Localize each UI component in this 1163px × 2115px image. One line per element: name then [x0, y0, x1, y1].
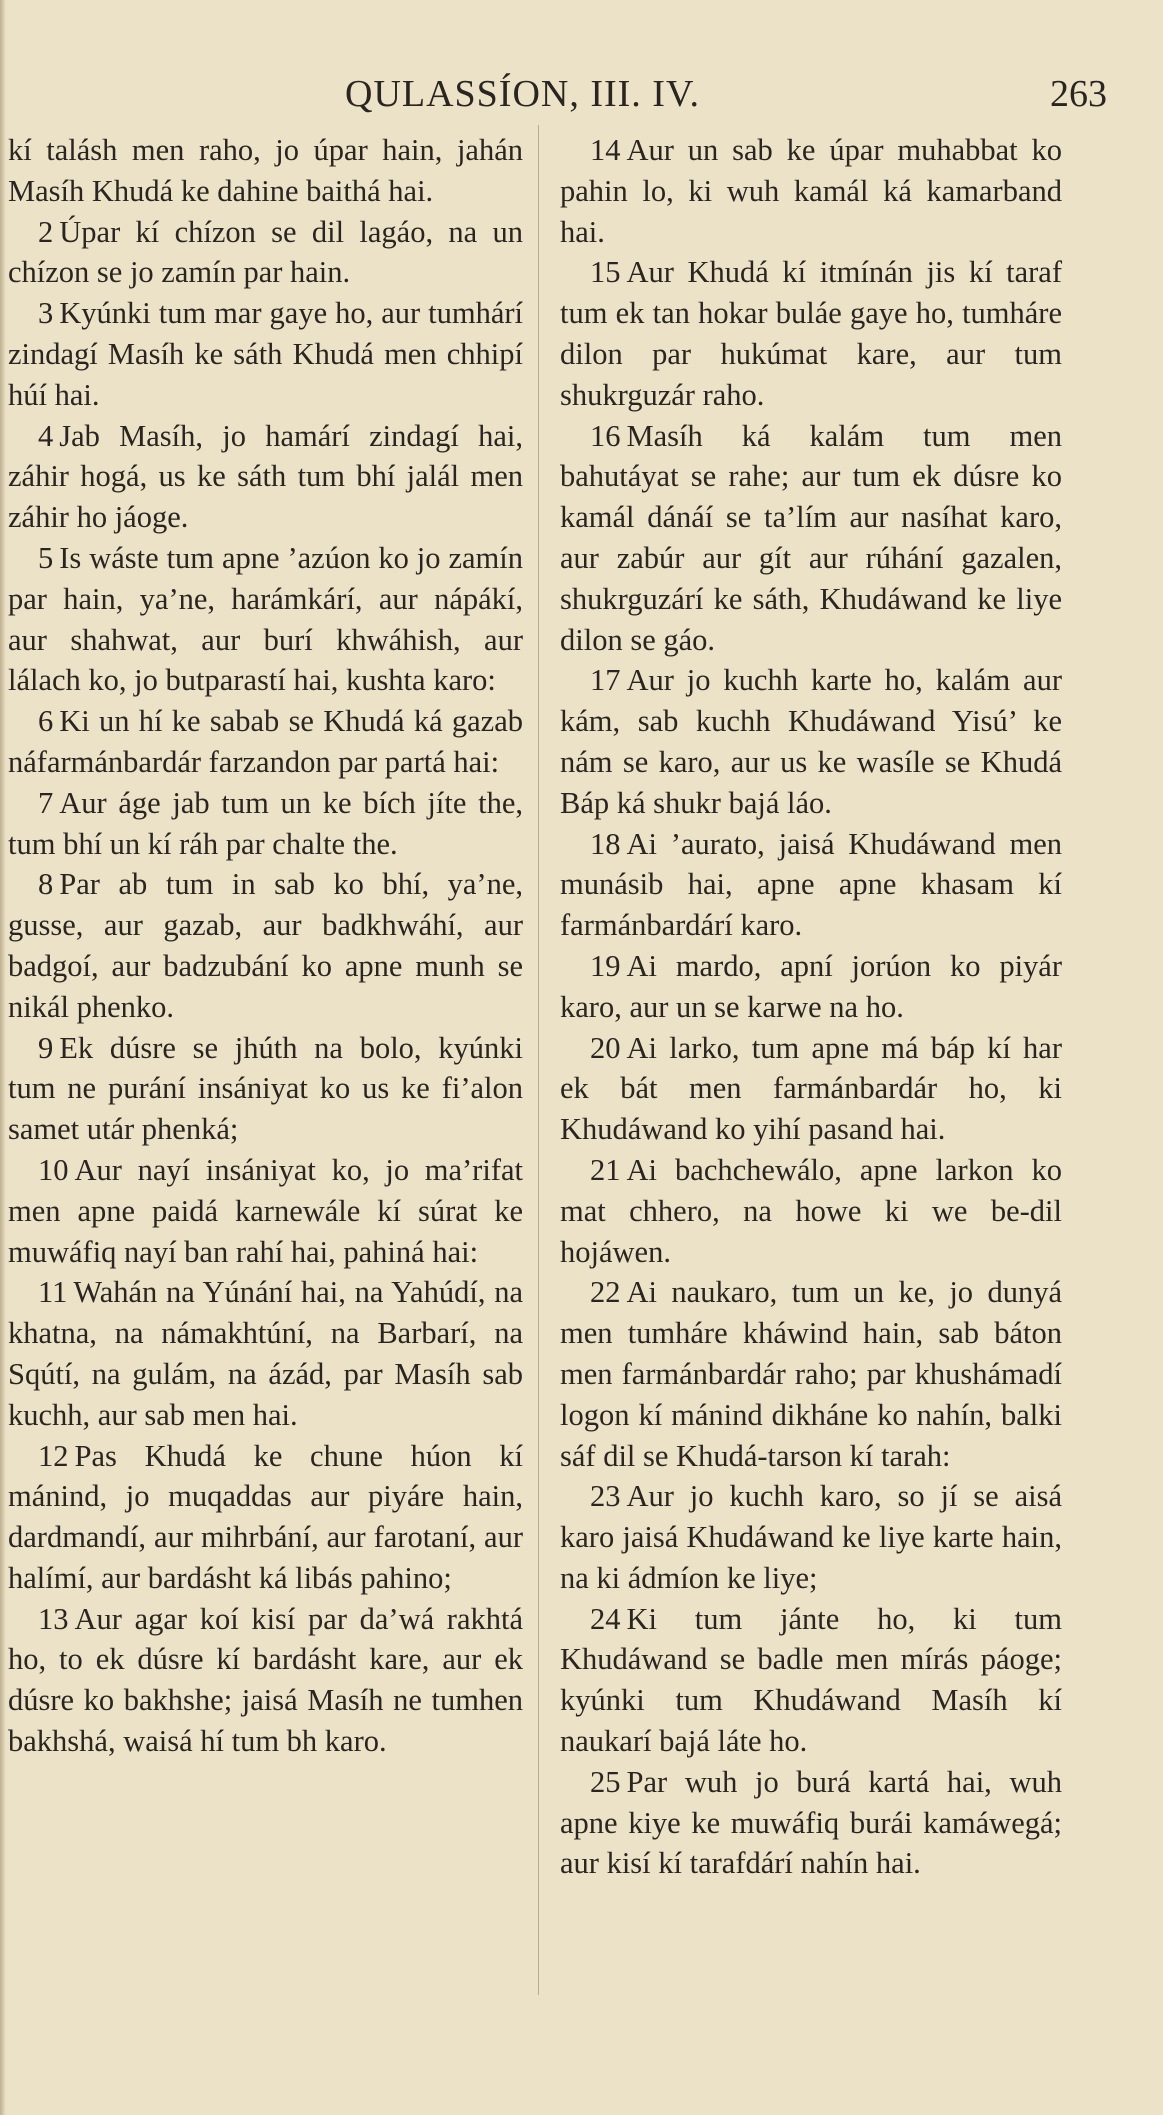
verse	[8, 1028, 523, 1150]
verse-number: 22	[590, 1275, 621, 1310]
verse	[8, 701, 523, 783]
verse-number: 7	[38, 785, 54, 820]
verse	[560, 1028, 1062, 1150]
verse-text: Ai ’aurato, jaisá Khudáwand men munásib hai, apne apne khasam kí farmánbardárí karo.	[560, 826, 1062, 943]
verse	[560, 1476, 1062, 1598]
verse-text: Ai larko, tum apne má báp kí har ek bát men farmánbardár ho, ki Khudáwand ko yihí pasand hai.	[560, 1030, 1062, 1147]
verse-number: 19	[590, 948, 621, 983]
verse-number: 10	[38, 1152, 69, 1187]
left-column	[8, 130, 523, 1762]
page-header	[0, 72, 1163, 122]
verse-number: 24	[590, 1601, 621, 1636]
verse-number: 15	[590, 255, 621, 290]
verse	[560, 130, 1062, 252]
verse-number: 25	[590, 1764, 621, 1799]
verse-number: 3	[38, 296, 54, 331]
verse-text: Aur agar koí kisí par da’wá rakhtá ho, to ek dúsre kí bardásht kare, aur ek dúsre ko bakhshe; jaisá Masíh ne tumhen bakhshá, waisá hí tum bh karo.	[8, 1601, 523, 1759]
page-binding-edge	[0, 0, 6, 2115]
verse-text: Aur un sab ke úpar muhabbat ko pahin lo, ki wuh kamál ká kamarband hai.	[560, 133, 1062, 249]
verse-number: 23	[590, 1479, 621, 1514]
verse	[560, 660, 1062, 823]
verse-text: Jab Masíh, jo hamárí zindagí hai, záhir hogá, us ke sáth tum bhí jalál men záhir ho jáoge.	[8, 418, 523, 535]
verse-text: Ki un hí ke sabab se Khudá ká gazab náfarmánbardár farzandon par partá hai:	[8, 704, 523, 779]
verse	[560, 416, 1062, 661]
verse	[8, 416, 523, 538]
column-divider	[538, 125, 539, 1995]
verse-text: Aur jo kuchh karo, so jí se aisá karo jaisá Khudáwand ke liye karte hain, na ki ádmíon ke liye;	[560, 1479, 1062, 1595]
verse-number: 17	[590, 663, 621, 698]
verse-text: Par ab tum in sab ko bhí, ya’ne, gusse, aur gazab, aur badkhwáhí, aur badgoí, aur badzubání ko apne munh se nikál phenko.	[8, 867, 523, 1024]
verse-text: Par wuh jo burá kartá hai, wuh apne kiye ke muwáfiq burái kamáwegá; aur kisí kí tarafdárí nahín hai.	[560, 1764, 1062, 1881]
right-column	[560, 130, 1062, 1884]
verse	[560, 252, 1062, 415]
verse-text: Úpar kí chízon se dil lagáo, na un chízon se jo zamín par hain.	[8, 214, 523, 290]
verse-number: 8	[38, 867, 54, 902]
verse-text: Aur Khudá kí itmínán jis kí taraf tum ek tan hokar buláe gaye ho, tumháre dilon par hukúmat kare, aur tum shukrguzár raho.	[560, 255, 1062, 412]
verse	[8, 1436, 523, 1599]
verse-number: 14	[590, 133, 621, 167]
verse	[8, 783, 523, 865]
verse	[560, 824, 1062, 946]
verse-text: kí talásh men raho, jo úpar hain, jahán Masíh Khudá ke dahine baithá hai.	[8, 133, 523, 208]
verse-text: Aur nayí insániyat ko, jo ma’rifat men apne paidá karnewále kí súrat ke muwáfiq nayí ban rahí hai, pahiná hai:	[8, 1152, 523, 1269]
verse-number: 11	[38, 1275, 68, 1310]
verse	[8, 864, 523, 1027]
verse-text: Is wáste tum apne ’azúon ko jo zamín par hain, ya’ne, harámkárí, aur nápákí, aur shahwat, aur burí khwáhish, aur lálach ko, jo butparastí hai, kushta karo:	[8, 540, 523, 698]
verse-number: 21	[590, 1152, 621, 1187]
verse-number: 16	[590, 418, 621, 453]
verse-text: Ek dúsre se jhúth na bolo, kyúnki tum ne purání insániyat ko us ke fi’alon samet utár phenká;	[8, 1030, 523, 1147]
verse-number: 5	[38, 540, 54, 575]
verse-number: 18	[590, 826, 621, 861]
verse-number: 6	[38, 704, 54, 739]
verse	[8, 1272, 523, 1435]
verse-number: 13	[38, 1601, 69, 1636]
verse-text: Ai naukaro, tum un ke, jo dunyá men tumháre kháwind hain, sab báton men farmánbardár raho; par khushámadí logon kí mánind dikháne ko nahín, balki sáf dil se Khudá-tarson kí tarah:	[560, 1275, 1062, 1473]
page-number: 263	[1050, 73, 1107, 115]
verse-number: 9	[38, 1030, 54, 1065]
verse-text: Ki tum jánte ho, ki tum Khudáwand se badle men mírás páoge; kyúnki tum Khudáwand Masíh kí naukarí bajá láte ho.	[560, 1601, 1062, 1759]
verse-text: Wahán na Yúnání hai, na Yahúdí, na khatna, na námakhtúní, na Barbarí, na Sqútí, na gulám, na ázád, par Masíh sab kuchh, aur sab men hai.	[8, 1275, 523, 1432]
verse-text: Pas Khudá ke chune húon kí mánind, jo muqaddas aur piyáre hain, dardmandí, aur mihrbání, aur farotaní, aur halímí, aur bardásht ká libás pahino;	[8, 1438, 523, 1595]
verse-number: 2	[38, 214, 54, 249]
verse	[560, 1762, 1062, 1884]
verse	[8, 130, 523, 212]
verse	[8, 538, 523, 701]
verse	[560, 1599, 1062, 1762]
verse-text: Ai mardo, apní jorúon ko piyár karo, aur un se karwe na ho.	[560, 948, 1062, 1024]
verse	[8, 212, 523, 294]
verse	[560, 1272, 1062, 1476]
verse-text: Kyúnki tum mar gaye ho, aur tumhárí zindagí Masíh ke sáth Khudá men chhipí húí hai.	[8, 296, 523, 412]
verse	[8, 1599, 523, 1762]
verse-text: Masíh ká kalám tum men bahutáyat se rahe; aur tum ek dúsre ko kamál dánáí se ta’lím aur nasíhat karo, aur zabúr aur gít aur rúhání gazalen, shukrguzárí ke sáth, Khudáwand ke liye dilon se gáo.	[560, 418, 1062, 657]
verse	[560, 1150, 1062, 1272]
verse-text: Aur áge jab tum un ke bích jíte the, tum bhí un kí ráh par chalte the.	[8, 785, 523, 861]
verse-text: Ai bachchewálo, apne larkon ko mat chhero, na howe ki we be-dil hojáwen.	[560, 1152, 1062, 1269]
verse	[8, 1150, 523, 1272]
verse	[560, 946, 1062, 1028]
running-title: QULASSÍON, III. IV.	[345, 73, 701, 115]
verse-text: Aur jo kuchh karte ho, kalám aur kám, sab kuchh Khudáwand Yisú’ ke nám se karo, aur us ke wasíle se Khudá Báp ká shukr bajá láo.	[560, 663, 1062, 820]
verse	[8, 293, 523, 415]
verse-number: 4	[38, 418, 54, 453]
verse-number: 20	[590, 1030, 621, 1065]
verse-number: 12	[38, 1438, 69, 1473]
